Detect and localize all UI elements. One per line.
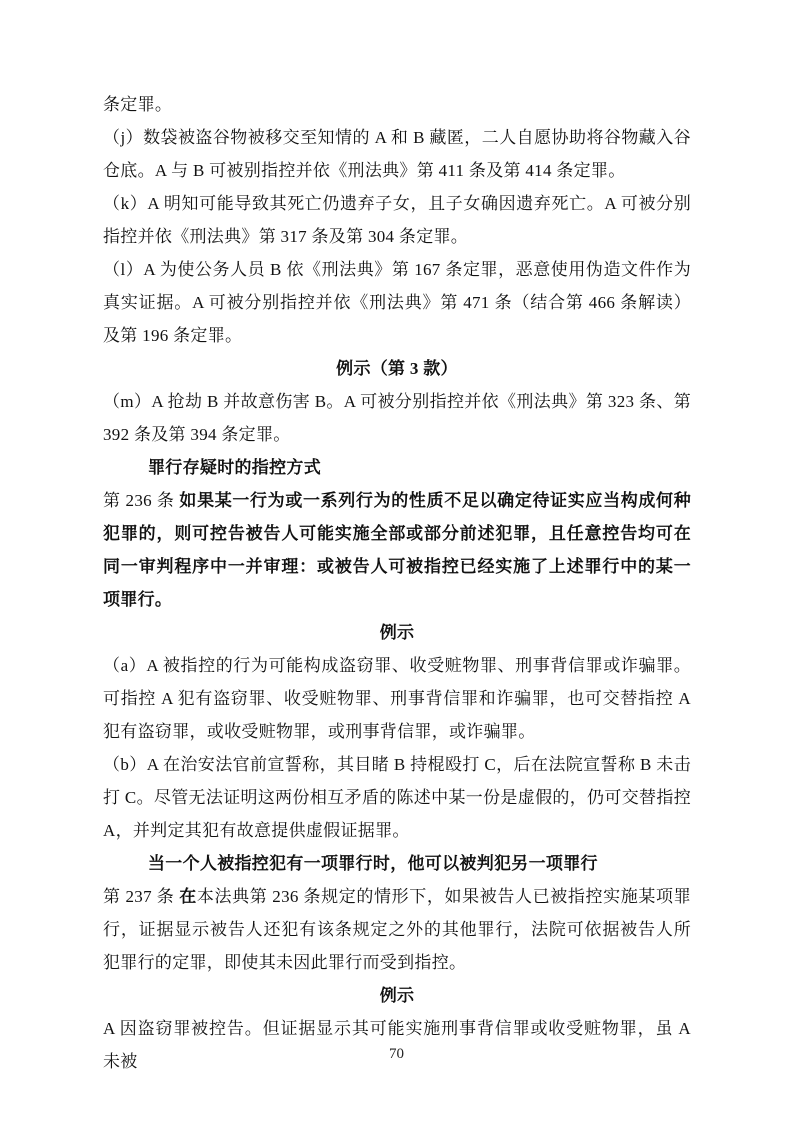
text-run: 第 237 条	[103, 887, 180, 906]
paragraph: （b）A 在治安法官前宣誓称，其目睹 B 持棍殴打 C，后在法院宣誓称 B 未击打 C。尽管无法证明这两份相互矛盾的陈述中某一份是虚假的，仍可交替指控 A，并判定其犯有故意提供虚假证据罪。	[103, 755, 691, 840]
paragraph: （a）A 被指控的行为可能构成盗窃罪、收受赃物罪、刑事背信罪或诈骗罪。可指控 A 犯有盗窃罪、收受赃物罪、刑事背信罪和诈骗罪，也可交替指控 A 犯有盗窃罪，或收受赃物罪，或刑事背信罪，或诈骗罪。	[103, 656, 691, 741]
document-body	[103, 88, 691, 1078]
paragraph: 条定罪。	[103, 95, 173, 114]
text-run: 本法典第 236 条规定的情形下，如果被告人已被指控实施某项罪行，证据显示被告人还犯有该条规定之外的其他罪行，法院可依据被告人所犯罪行的定罪，即使其未因此罪行而受到指控。	[103, 887, 691, 972]
page-number: 70	[389, 1046, 404, 1062]
paragraph: A 因盗窃罪被控告。但证据显示其可能实施刑事背信罪或收受赃物罪，虽 A 未被	[103, 1019, 691, 1071]
section-heading: 例示	[379, 623, 415, 642]
section-heading: 例示（第 3 款）	[336, 359, 458, 378]
text-run: 在	[179, 887, 197, 906]
section-heading: 罪行存疑时的指控方式	[148, 458, 321, 477]
paragraph	[103, 484, 691, 616]
text-run: 第 236 条	[103, 491, 180, 510]
section-heading: 例示	[379, 986, 415, 1005]
paragraph: （m）A 抢劫 B 并故意伤害 B。A 可被分别指控并依《刑法典》第 323 条、第 392 条及第 394 条定罪。	[103, 392, 691, 444]
text-run: 如果某一行为或一系列行为的性质不足以确定待证实应当构成何种犯罪的，则可控告被告人可能实施全部或部分前述犯罪，且任意控告均可在同一审判程序中一并审理：或被告人可被指控已经实施了上述罪行中的某一项罪行。	[103, 491, 691, 609]
paragraph: （l）A 为使公务人员 B 依《刑法典》第 167 条定罪，恶意使用伪造文件作为真实证据。A 可被分别指控并依《刑法典》第 471 条（结合第 466 条解读）及第 196 条定罪。	[103, 260, 691, 345]
paragraph: （k）A 明知可能导致其死亡仍遗弃子女，且子女确因遗弃死亡。A 可被分别指控并依《刑法典》第 317 条及第 304 条定罪。	[103, 194, 691, 246]
paragraph: （j）数袋被盗谷物被移交至知情的 A 和 B 藏匿，二人自愿协助将谷物藏入谷仓底。A 与 B 可被别指控并依《刑法典》第 411 条及第 414 条定罪。	[103, 128, 691, 180]
paragraph	[103, 880, 691, 979]
section-heading: 当一个人被指控犯有一项罪行时，他可以被判犯另一项罪行	[148, 854, 598, 873]
